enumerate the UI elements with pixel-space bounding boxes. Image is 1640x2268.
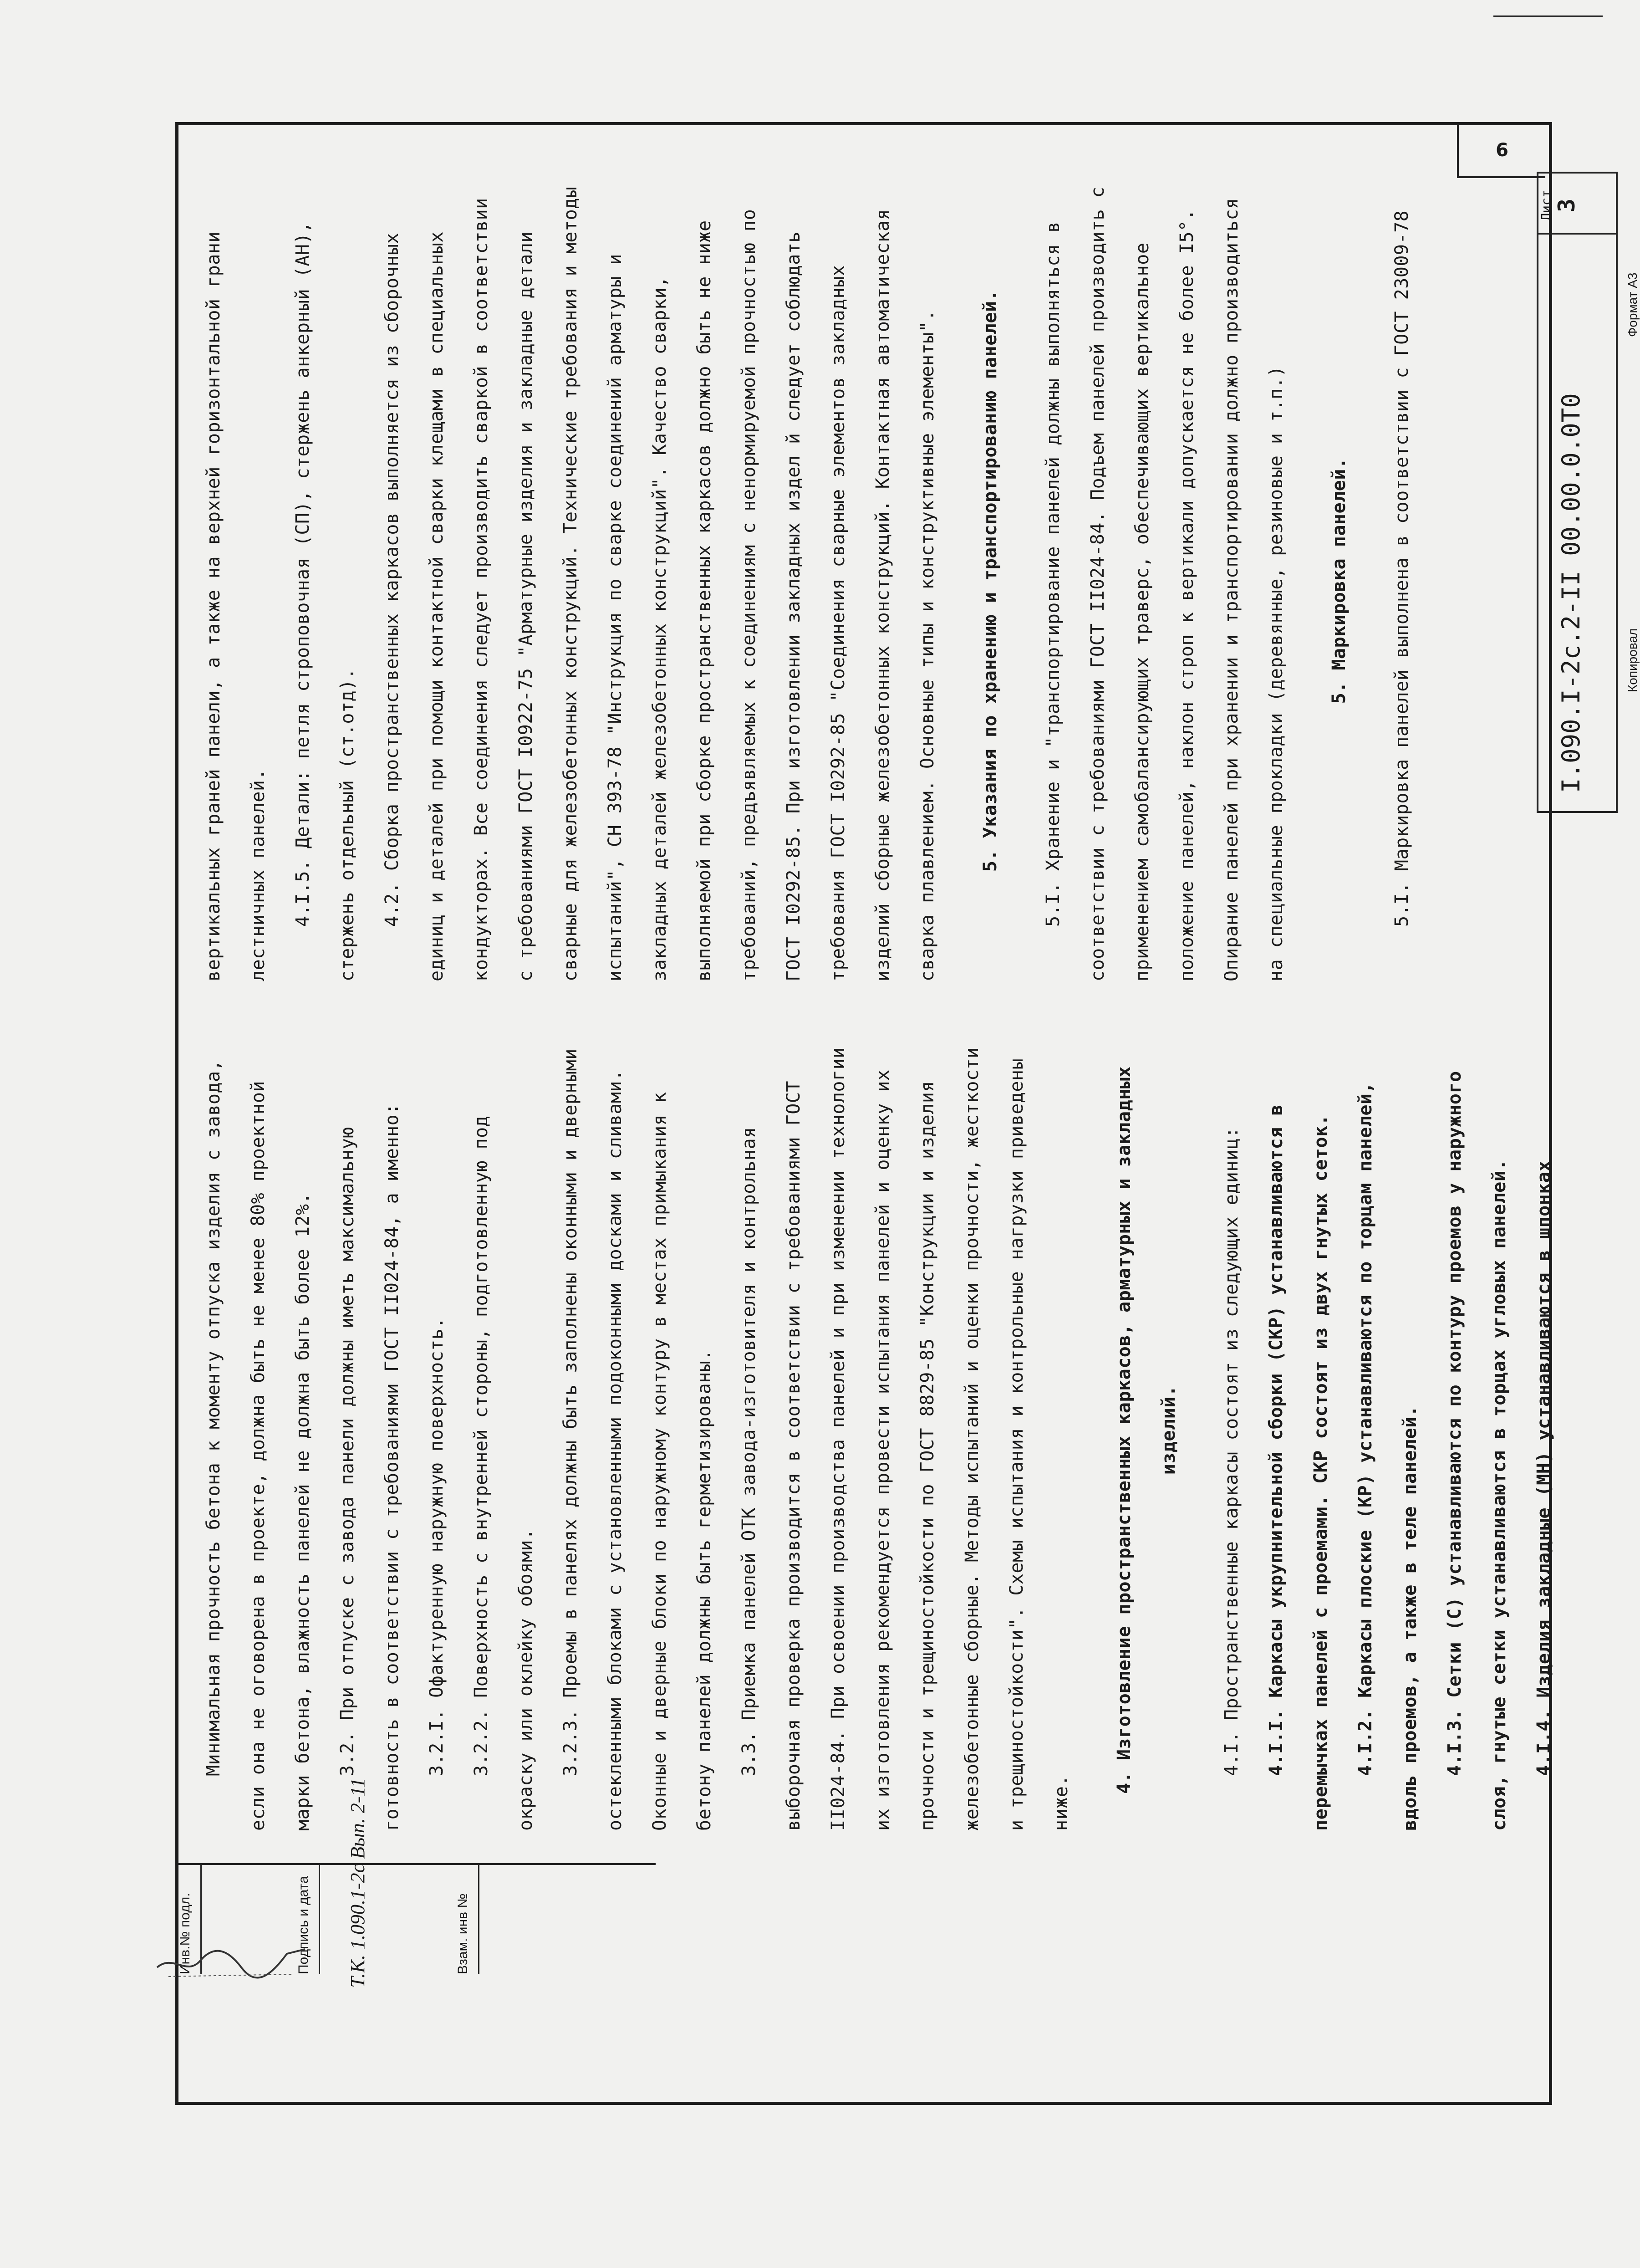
paragraph: 3.2.I. Офактуренную наружную поверхность. [426,1317,447,1776]
footer-format: Формат А3 [1625,272,1640,337]
footer-copied: Копировал [1625,628,1640,692]
sheet-box [1538,178,1616,235]
paragraph: вертикальных граней панели, а также на верхней горизонтальной грани лестничных панелей. [203,231,269,981]
scan-edge-line [1493,15,1603,17]
paragraph: 3.3. Приемка панелей ОТК завода-изготовителя и контрольная выборочная проверка производится в соответствии с требованиями ГОСТ II024-84. При освоении производства панелей и при изменении технологии их изготовления рекомендуется провести испытания панелей и оценку их прочности и трещиностойкости по ГОСТ 8829-85 "Конструкции и изделия железобетонные сборные. Методы испытаний и оценки прочности, жесткости и трещиностойкости". Схемы испытания и контрольные нагрузки приведены ниже. [739,1047,1072,1831]
paragraph: 3.2.3. Проемы в панелях должны быть заполнены оконными и дверными остекленными блоками с установленными подоконными досками и сливами. Оконные и дверные блоки по наружному контуру в местах примыкания к бетону панелей должны быть герметизированы. [560,1048,715,1831]
paragraph: 4.I.2. Каркасы плоские (КР) устанавливаются по торцам панелей, вдоль проемов, а также в теле панелей. [1355,1082,1421,1831]
paragraph: Минимальная прочность бетона к моменту отпуска изделия с завода, если она не оговорена в проекте, должна быть не менее 80% проектной марки бетона, влажность панелей не должна быть более 12%. [203,1059,313,1831]
document-code: I.090.I-2c.2-II 00.00.0.0T0 [1557,393,1585,793]
paragraph: 4.I.3. Сетки (С) устанавливаются по контуру проемов у наружного слоя, гнутые сетки устанавливаются в торцах угловых панелей. [1444,1071,1510,1831]
section-heading: 4. Изготовление пространственных каркасов, арматурных и закладных изделий. [1114,1066,1179,1794]
paragraph: 4.I.4. Изделия закладные (МН) устанавливаются в шпонках [1533,1160,1554,1776]
paragraph: 4.I.I. Каркасы укрупнительной сборки (СКР) устанавливаются в перемычках панелей с проемами. СКР состоят из двух гнутых сеток. [1266,1104,1331,1831]
paragraph: 4.I.5. Детали: петля строповочная (СП), стержень анкерный (АН), стержень отдельный (ст.отд). [292,221,358,981]
paragraph: 3.2. При отпуске с завода панели должны иметь максимальную готовность в соответствии с требованиями ГОСТ II024-84, а именно: [337,1103,402,1831]
paragraph: 3.2.2. Поверхность с внутренней стороны, подготовленную под окраску или оклейку обоями. [471,1115,536,1831]
signature-mark [155,1936,310,1986]
series-code: Т.К. 1.090.1-2с Вып. 2-11 [346,1778,369,1988]
text-column-left [191,1029,1566,1831]
paragraph: 5.I. Маркировка панелей выполнена в соответствии с ГОСТ 23009-78 [1391,210,1412,927]
stamp-cell: Инв.№ подл. [178,1865,202,1974]
sheet-label: Лист [1538,190,1553,221]
page-number: 6 [1457,124,1545,178]
paragraph: 4.I. Пространственные каркасы состоят из следующих единиц: [1221,1127,1242,1776]
sheet-number: 3 [1553,198,1580,213]
paragraph: 5.I. Хранение и "транспортирование панелей должны выполняться в соответствии с требованиями ГОСТ II024-84. Подъем панелей производить с применением самобалансирующих траверс, обеспечивающих вертикальное положение панелей, наклон строп к вертикали допускается не более I5°. Опирание панелей при хранении и транспортировании должно производиться на специальные прокладки (деревянные, резиновые и т.п.) [1043,186,1287,981]
section-heading: 5. Указания по хранению и транспортированию панелей. [980,289,1001,872]
text-column-right [191,180,1424,981]
rotated-sheet [178,141,1640,2068]
title-block [1537,172,1618,813]
stamp-cell: Взам. инв № [455,1865,479,1974]
stamp-cell: Подпись и дата [296,1865,320,1974]
section-heading: 5. Маркировка панелей. [1329,457,1350,704]
paragraph: 4.2. Сборка пространственных каркасов выполняется из сборочных единиц и деталей при помощи контактной сварки клещами в специальных кондукторах. Все соединения следует производить сваркой в соответствии с требованиями ГОСТ I0922-75 "Арматурные изделия и закладные детали сварные для железобетонных конструкций. Технические требования и методы испытаний", СН 393-78 "Инструкция по сварке соединений арматуры и закладных деталей железобетонных конструкций". Качество сварки, выполняемой при сборке пространственных каркасов должно быть не ниже требований, предъявляемых к соединениям с ненормируемой прочностью по ГОСТ I0292-85. При изготовлении закладных издел й следует соблюдать требования ГОСТ I0292-85 "Соединения сварные элементов закладных изделий сборные железобетонных конструкций. Контактная автоматическая сварка плавлением. Основные типы и конструктивные элементы". [382,186,938,981]
